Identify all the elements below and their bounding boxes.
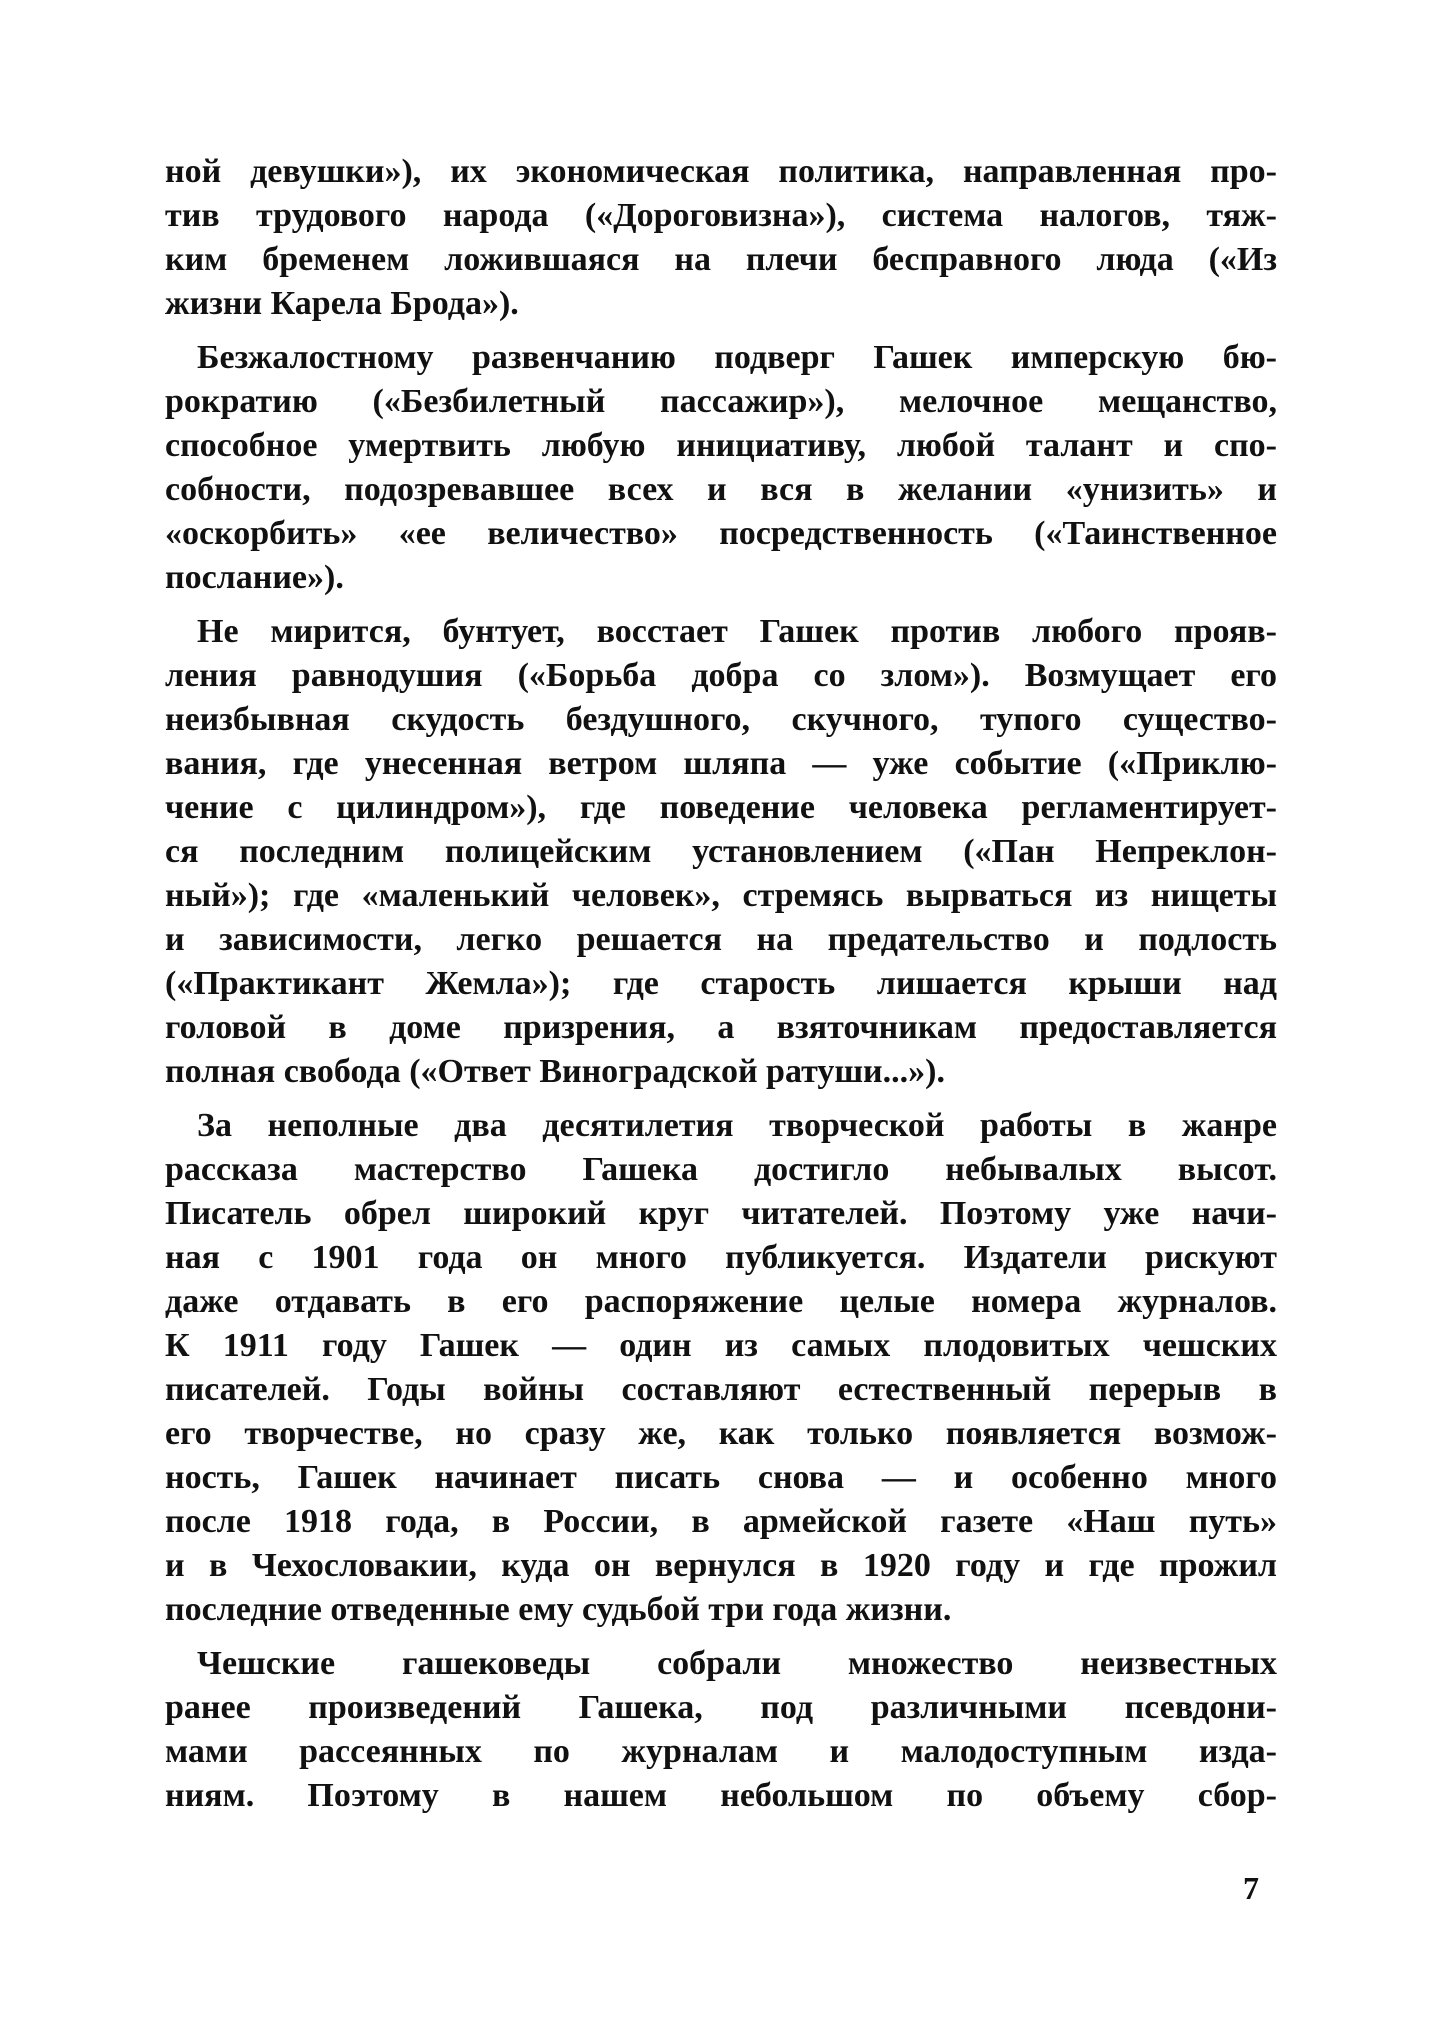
text-line: его творчестве, но сразу же, как только появляется возмож- xyxy=(165,1415,1277,1452)
text-line: ся последним полицейским установлением («Пан Непреклон- xyxy=(165,833,1277,870)
text-line: ранее произведений Гашека, под различными псевдони- xyxy=(165,1689,1277,1726)
text-line: писателей. Годы войны составляют естественный перерыв в xyxy=(165,1371,1277,1408)
text-line: («Практикант Жемла»); где старость лишается крыши над xyxy=(165,965,1277,1002)
text-line: вания, где унесенная ветром шляпа — уже событие («Приклю- xyxy=(165,745,1277,782)
text-line: мами рассеянных по журналам и малодоступным изда- xyxy=(165,1733,1277,1770)
text-line: неизбывная скудость бездушного, скучного, тупого существо- xyxy=(165,701,1277,738)
paragraph xyxy=(165,1642,1277,1818)
text-line: собности, подозревавшее всех и вся в желании «унизить» и xyxy=(165,471,1277,508)
text-line: после 1918 года, в России, в армейской газете «Наш путь» xyxy=(165,1503,1277,1540)
text-line: послание»). xyxy=(165,559,344,596)
text-line: ной девушки»), их экономическая политика, направленная про- xyxy=(165,153,1277,190)
text-line: чение с цилиндром»), где поведение человека регламентирует- xyxy=(165,789,1277,826)
text-line: ления равнодушия («Борьба добра со злом»). Возмущает его xyxy=(165,657,1277,694)
text-line: ность, Гашек начинает писать снова — и особенно много xyxy=(165,1459,1277,1496)
text-line: и в Чехословакии, куда он вернулся в 1920 году и где прожил xyxy=(165,1547,1277,1584)
text-line: Писатель обрел широкий круг читателей. Поэтому уже начи- xyxy=(165,1195,1277,1232)
text-line: последние отведенные ему судьбой три года жизни. xyxy=(165,1591,952,1628)
text-line: ный»); где «маленький человек», стремясь вырваться из нищеты xyxy=(165,877,1277,914)
text-line: Чешские гашековеды собрали множество неизвестных xyxy=(197,1645,1277,1682)
text-line: рократию («Безбилетный пассажир»), мелочное мещанство, xyxy=(165,383,1277,420)
text-line: тив трудового народа («Дороговизна»), система налогов, тяж- xyxy=(165,197,1277,234)
text-line: ниям. Поэтому в нашем небольшом по объему сбор- xyxy=(165,1777,1277,1814)
text-line: За неполные два десятилетия творческой работы в жанре xyxy=(197,1107,1277,1144)
page-number: 7 xyxy=(1243,1870,1259,1906)
text-line: полная свобода («Ответ Виноградской ратуши...»). xyxy=(165,1053,945,1090)
text-line: рассказа мастерство Гашека достигло небывалых высот. xyxy=(165,1151,1277,1188)
text-line: К 1911 году Гашек — один из самых плодовитых чешских xyxy=(165,1327,1277,1364)
text-line: «оскорбить» «ее величество» посредственность («Таинственное xyxy=(165,515,1277,552)
paragraph xyxy=(165,336,1277,600)
page-text xyxy=(165,150,1277,1818)
text-line: жизни Карела Брода»). xyxy=(165,285,519,322)
text-line: Безжалостному развенчанию подверг Гашек имперскую бю- xyxy=(197,339,1277,376)
text-line: и зависимости, легко решается на предательство и подлость xyxy=(165,921,1277,958)
text-line: даже отдавать в его распоряжение целые номера журналов. xyxy=(165,1283,1277,1320)
text-line: способное умертвить любую инициативу, любой талант и спо- xyxy=(165,427,1277,464)
text-line: головой в доме призрения, а взяточникам предоставляется xyxy=(165,1009,1277,1046)
paragraph xyxy=(165,150,1277,326)
text-line: ная с 1901 года он много публикуется. Издатели рискуют xyxy=(165,1239,1277,1276)
paragraph xyxy=(165,610,1277,1094)
text-line: Не мирится, бунтует, восстает Гашек против любого прояв- xyxy=(197,613,1277,650)
text-line: ким бременем ложившаяся на плечи бесправного люда («Из xyxy=(165,241,1277,278)
paragraph xyxy=(165,1104,1277,1632)
